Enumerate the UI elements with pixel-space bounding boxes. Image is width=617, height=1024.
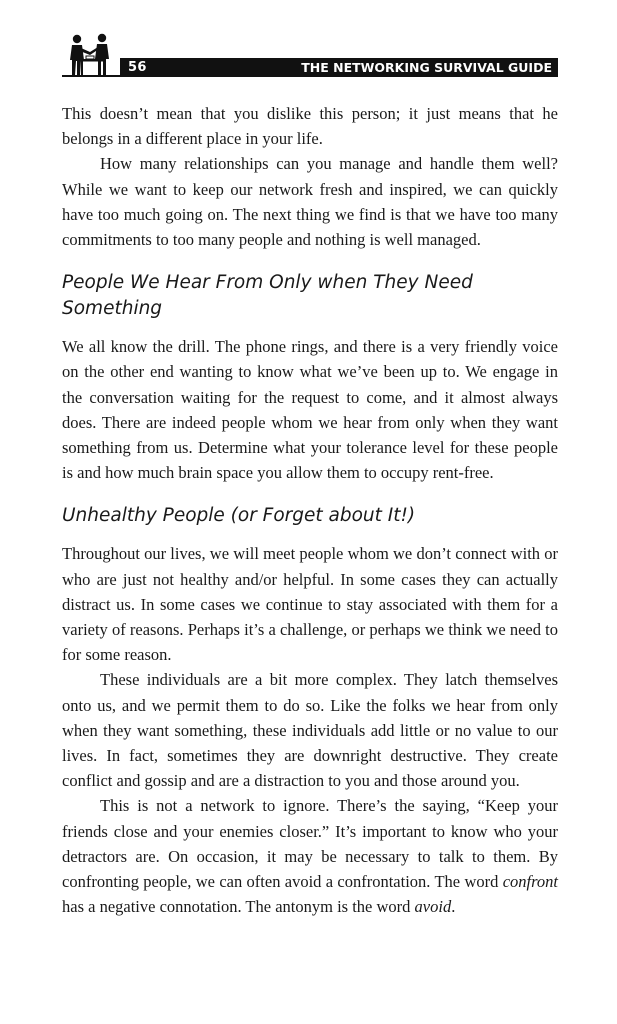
section-heading-2: Unhealthy People (or Forget about It!) (62, 505, 416, 527)
paragraph-4: Throughout our lives, we will meet people whom we don’t connect with or who are just not healthy and/or helpful. In some cases they can actually distract us. In some cases we continue to stay associated with them for a variety of reasons. Perhaps it’s a challenge, or perhaps we think we need to for some reason. (62, 544, 558, 665)
paragraph-6-text-b: has a negative connotation. The antonym is the word (62, 897, 415, 917)
paragraph-3: We all know the drill. The phone rings, and there is a very friendly voice on the other end wanting to know what we’ve been up to. We engage in the conversation waiting for the request to come, and it almost always does. There are indeed people whom we hear from only when they want something from us. Determine what your tolerance level for these people is and how much brain space you allow them to occupy rent-free. (62, 337, 558, 483)
page-number: 56 (128, 60, 147, 75)
handshake-at-table-icon (62, 30, 120, 78)
paragraph-2: How many relationships can you manage and handle them well? While we want to keep our network fresh and inspired, we can quickly have too much going on. The next thing we find is that we have too many commitments to too many people and nothing is well managed. (62, 154, 558, 250)
paragraph-5: These individuals are a bit more complex. They latch themselves onto us, and we permit them to do so. Like the folks we hear from only when they want something, these individuals add little or no value to our lives. In fact, sometimes they are downright destructive. They create conflict and gossip and are a distraction to you and those around you. (62, 670, 558, 791)
running-title: THE NETWORKING SURVIVAL GUIDE (301, 60, 552, 75)
paragraph-6 (62, 793, 558, 919)
page-header (62, 30, 558, 80)
emphasis-avoid: avoid (414, 897, 452, 917)
paragraph-1: This doesn’t mean that you dislike this person; it just means that he belongs in a different place in your life. (62, 104, 558, 149)
page-body (62, 101, 558, 919)
emphasis-confront: confront (502, 872, 558, 892)
header-bar (120, 58, 558, 77)
paragraph-6-text-a: This is not a network to ignore. There’s the saying, “Keep your friends close and your enemies closer.” It’s important to know who your detractors are. On occasion, it may be necessary to talk to them. By confronting people, we can often avoid a confrontation. The word (62, 796, 558, 892)
section-heading-1: People We Hear From Only when They Need Something (62, 272, 473, 320)
paragraph-6-text-c: . (451, 897, 456, 917)
